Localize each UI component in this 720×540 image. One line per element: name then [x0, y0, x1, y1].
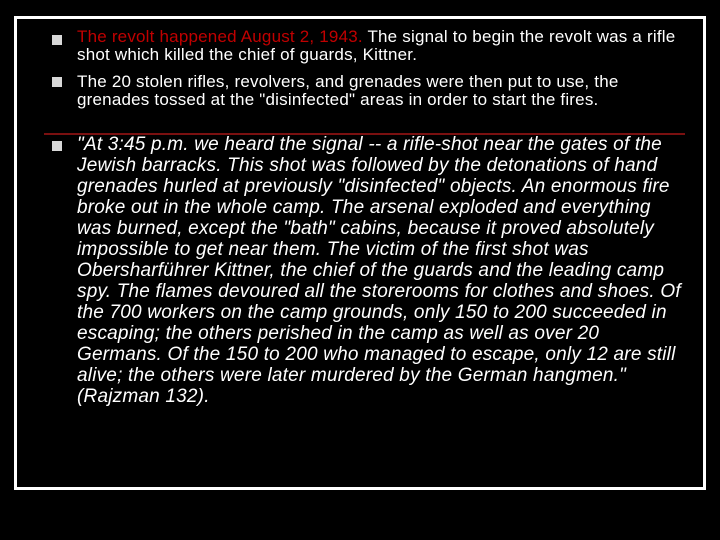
bullet-marker-1: [52, 35, 62, 45]
bullet-text-1: [77, 28, 677, 64]
bullet-marker-2: [52, 77, 62, 87]
bullet-text-2: The 20 stolen rifles, revolvers, and grenades were then put to use, the grenades tossed at the "disinfected" areas in order to start the fires.: [77, 72, 619, 109]
bullet-body-1: The signal to begin the revolt was a rifle shot which killed the chief of guards, Kittner.: [77, 27, 676, 64]
bullet-highlight-1: The revolt happened August 2, 1943.: [77, 27, 363, 46]
quote-text: "At 3:45 p.m. we heard the signal -- a rifle-shot near the gates of the Jewish barracks. This shot was followed by the detonations of hand grenades hurled at previously "disinfected" objects. An enormous fire broke out in the whole camp. The arsenal exploded and everything was burned, except the "bath" cabins, because it proved absolutely impossible to get near them. The victim of the first shot was Obersharführer Kittner, the chief of the guards and the leading camp spy. The flames devoured all the storerooms for clothes and shoes. Of the 700 workers on the camp grounds, only 150 to 200 succeeded in escaping; the others perished in the camp as well as over 20 Germans. Of the 150 to 200 who managed to escape, only 12 are still alive; the others were later murdered by the German hangmen."(Rajzman 132).: [77, 134, 681, 407]
bullet-marker-3: [52, 141, 62, 151]
